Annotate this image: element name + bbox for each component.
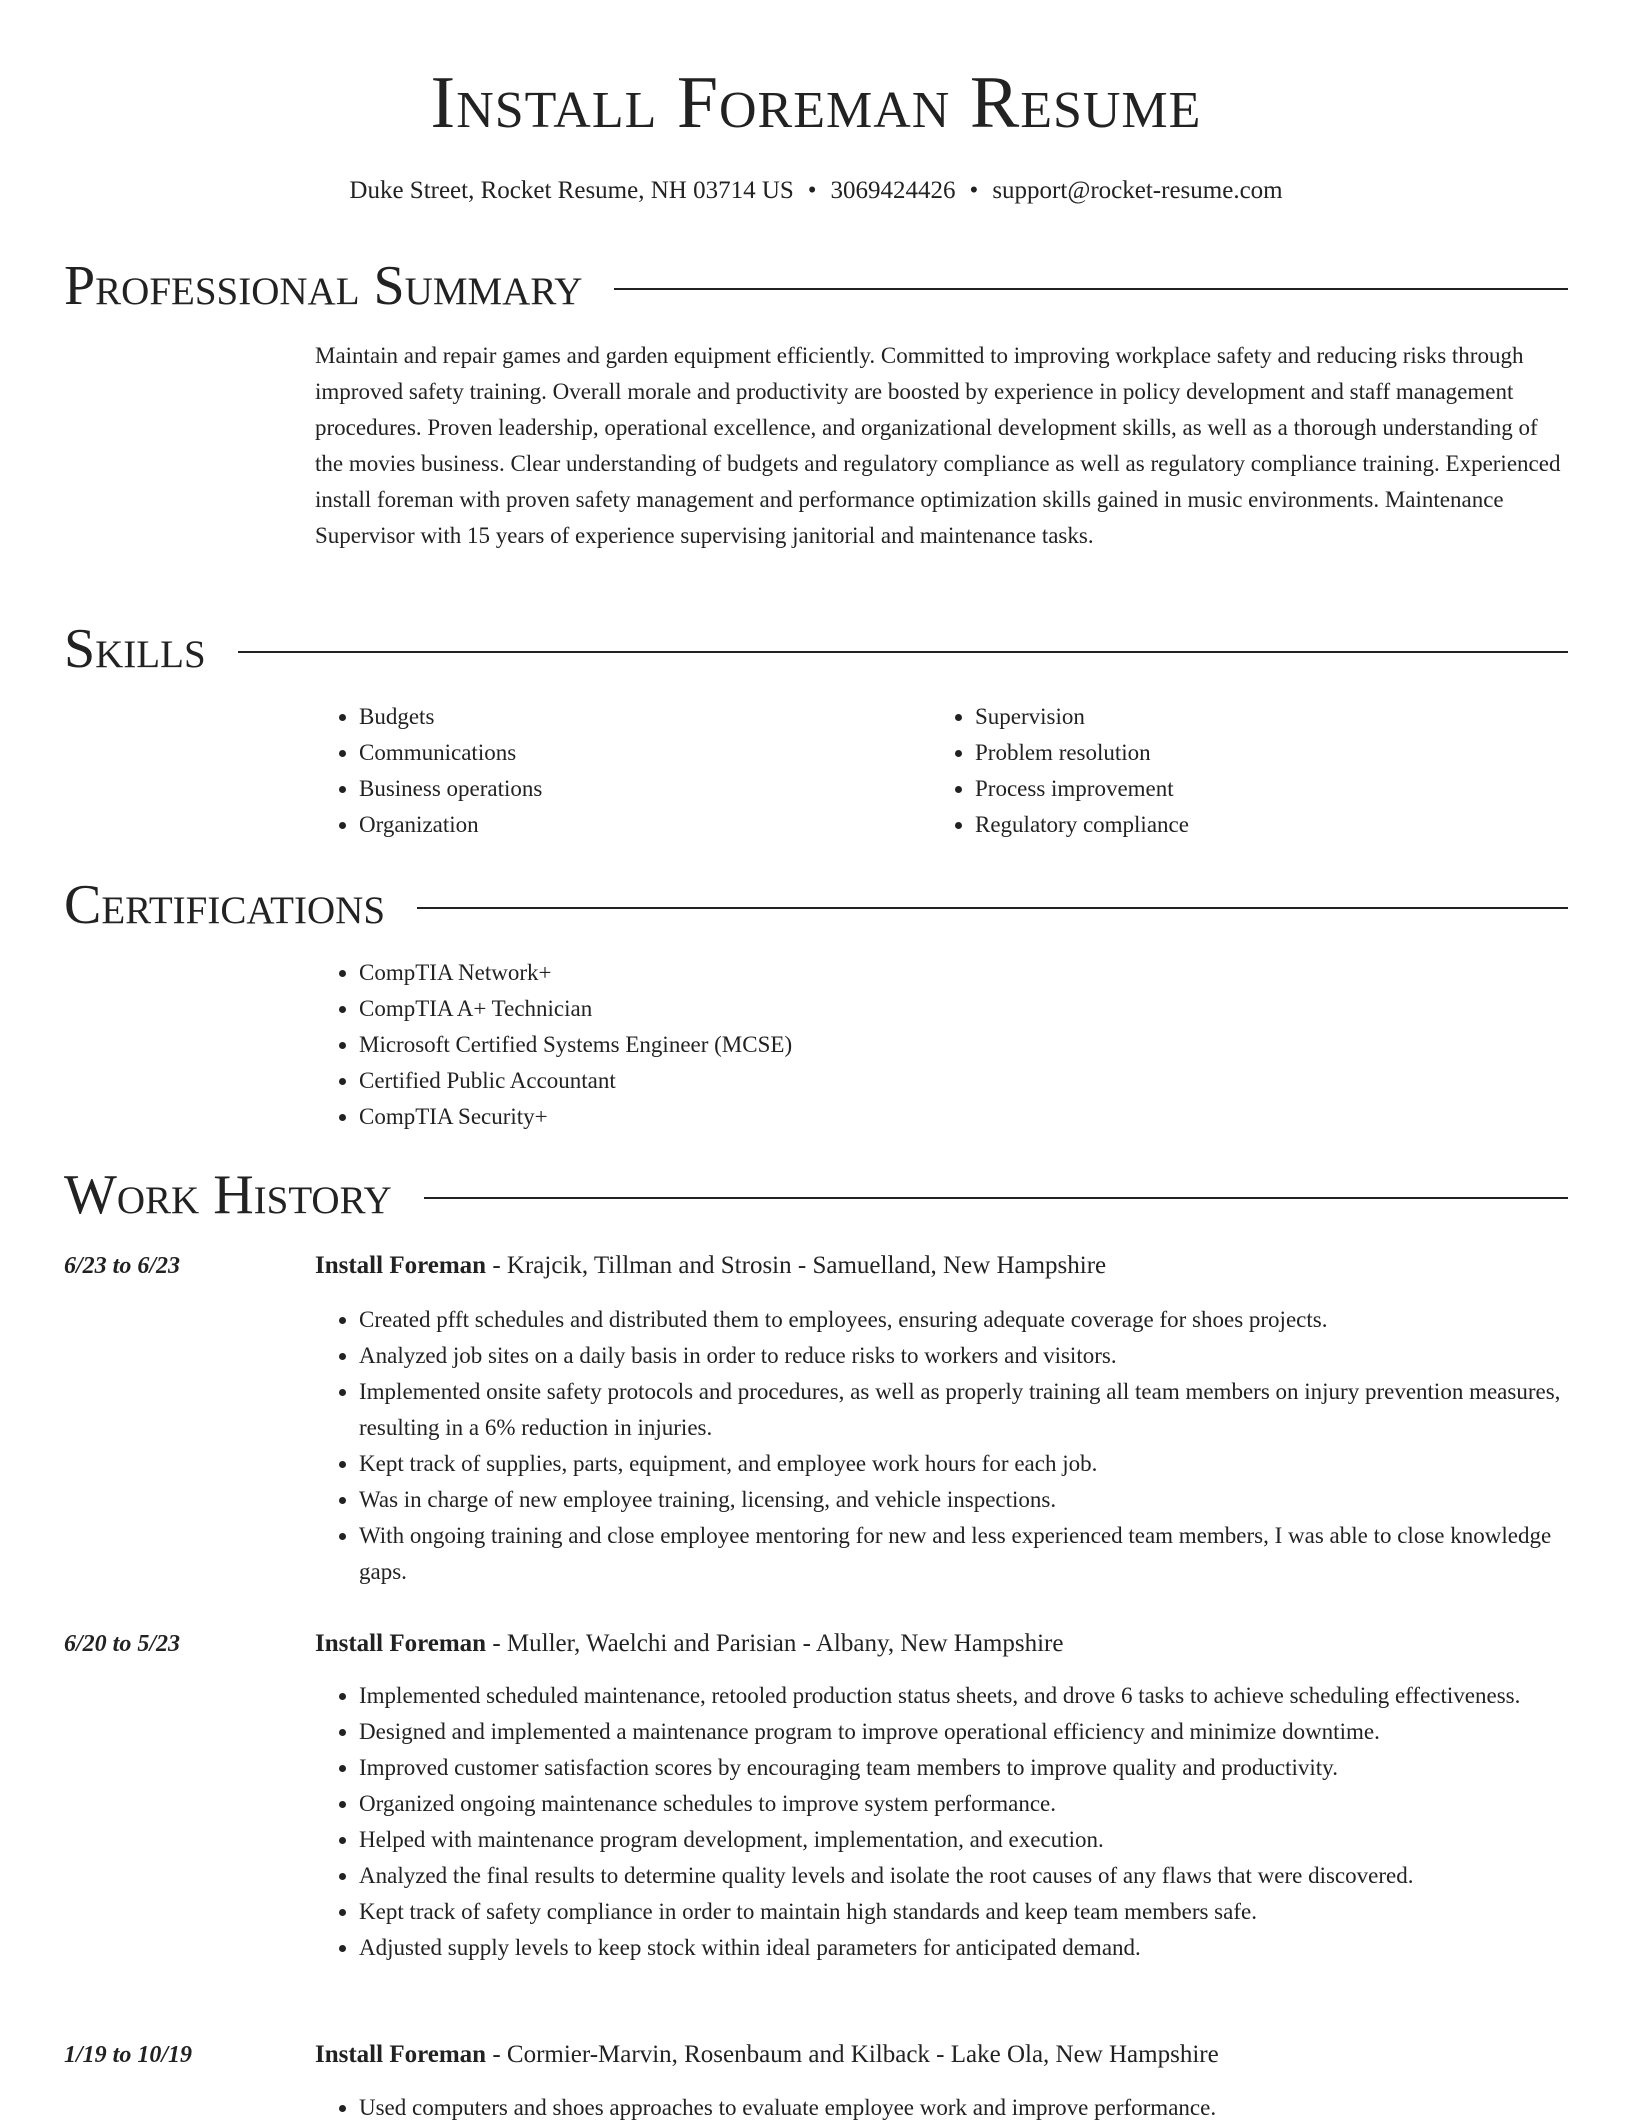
skill-item: • Process improvement	[975, 771, 1575, 807]
job-dates: 6/23 to 6/23	[64, 1253, 181, 1279]
resume-title: Install Foreman Resume	[430, 62, 1202, 144]
job-employer-location: - Muller, Waelchi and Parisian - Albany, New Hampshire	[486, 1630, 1064, 1657]
certification-item: • Certified Public Accountant	[359, 1063, 1568, 1099]
section-header-skills	[64, 617, 1568, 681]
section-divider	[417, 907, 1568, 909]
certification-item: • CompTIA Network+	[359, 955, 1568, 991]
job-heading	[315, 1627, 1568, 1661]
contact-line	[0, 174, 1632, 208]
job-bullet: • Created pfft schedules and distributed them to employees, ensuring adequate coverage for shoes projects.	[359, 1302, 1568, 1338]
certification-item: • Microsoft Certified Systems Engineer (MCSE)	[359, 1027, 1568, 1063]
certification-item: • CompTIA A+ Technician	[359, 991, 1568, 1027]
job-dates: 1/19 to 10/19	[64, 2042, 193, 2068]
job-bullet: • Used computers and shoes approaches to evaluate employee work and improve performance.	[359, 2090, 1568, 2126]
skills-list-right	[931, 699, 1575, 843]
section-header-work-history	[64, 1163, 1568, 1227]
skill-item: • Problem resolution	[975, 735, 1575, 771]
job-bullets	[315, 1678, 1568, 1966]
section-header-certifications	[64, 873, 1568, 937]
job-role: Install Foreman	[315, 2041, 487, 2068]
skill-item: • Communications	[359, 735, 919, 771]
section-header-summary	[64, 254, 1568, 318]
skill-item: • Organization	[359, 807, 919, 843]
job-bullet: • Kept track of supplies, parts, equipment, and employee work hours for each job.	[359, 1446, 1568, 1482]
job-bullet: • Implemented scheduled maintenance, retooled production status sheets, and drove 6 tasks to achieve scheduling effectiveness.	[359, 1678, 1568, 1714]
job-employer-location: - Cormier-Marvin, Rosenbaum and Kilback - Lake Ola, New Hampshire	[486, 2041, 1219, 2068]
section-divider	[424, 1197, 1568, 1199]
section-title-summary: Professional Summary	[64, 255, 583, 317]
skill-item: • Regulatory compliance	[975, 807, 1575, 843]
job-bullet: • Kept track of safety compliance in order to maintain high standards and keep team members safe.	[359, 1894, 1568, 1930]
job-bullets	[315, 2090, 1568, 2126]
job-bullet: • Helped with maintenance program development, implementation, and execution.	[359, 1822, 1568, 1858]
skills-list-left	[315, 699, 919, 843]
job-bullet: • With ongoing training and close employee mentoring for new and less experienced team members, I was able to close knowledge gaps.	[359, 1518, 1568, 1590]
job-bullet: • Adjusted supply levels to keep stock within ideal parameters for anticipated demand.	[359, 1930, 1568, 1966]
job-dates: 6/20 to 5/23	[64, 1631, 181, 1657]
job-bullet: • Implemented onsite safety protocols and procedures, as well as properly training all team members on injury prevention measures, resulting in a 6% reduction in injuries.	[359, 1374, 1568, 1446]
section-divider	[614, 288, 1568, 290]
summary-text: Maintain and repair games and garden equipment efficiently. Committed to improving workplace safety and reducing risks through improved safety training. Overall morale and productivity are boosted by experience in policy development and staff management procedures. Proven leadership, operational excellence, and organizational development skills, as well as a thorough understanding of the movies business. Clear understanding of budgets and regulatory compliance as well as regulatory compliance training. Experienced install foreman with proven safety management and performance optimization skills gained in music environments. Maintenance Supervisor with 15 years of experience supervising janitorial and maintenance tasks.	[315, 343, 1561, 548]
skill-item: • Supervision	[975, 699, 1575, 735]
contact-separator: •	[807, 177, 817, 204]
job-role: Install Foreman	[315, 1252, 487, 1279]
job-heading	[315, 1249, 1568, 1283]
job-role: Install Foreman	[315, 1630, 487, 1657]
skill-item: • Business operations	[359, 771, 919, 807]
contact-separator: •	[969, 177, 979, 204]
section-title-skills: Skills	[64, 618, 206, 680]
job-bullets	[315, 1302, 1568, 1590]
section-title-work-history: Work History	[64, 1164, 392, 1226]
contact-email: support@rocket-resume.com	[992, 177, 1283, 204]
job-heading	[315, 2038, 1568, 2072]
contact-phone: 3069424426	[830, 177, 956, 204]
section-title-certifications: Certifications	[64, 874, 386, 936]
skill-item: • Budgets	[359, 699, 919, 735]
job-bullet: • Analyzed the final results to determine quality levels and isolate the root causes of any flaws that were discovered.	[359, 1858, 1568, 1894]
job-employer-location: - Krajcik, Tillman and Strosin - Samuelland, New Hampshire	[486, 1252, 1107, 1279]
section-divider	[238, 651, 1568, 653]
contact-address: Duke Street, Rocket Resume, NH 03714 US	[349, 177, 794, 204]
job-bullet: • Was in charge of new employee training, licensing, and vehicle inspections.	[359, 1482, 1568, 1518]
job-bullet: • Organized ongoing maintenance schedules to improve system performance.	[359, 1786, 1568, 1822]
job-bullet: • Improved customer satisfaction scores by encouraging team members to improve quality and productivity.	[359, 1750, 1568, 1786]
job-bullet: • Designed and implemented a maintenance program to improve operational efficiency and minimize downtime.	[359, 1714, 1568, 1750]
certification-item: • CompTIA Security+	[359, 1099, 1568, 1135]
certifications-list	[315, 955, 1568, 1135]
job-bullet: • Analyzed job sites on a daily basis in order to reduce risks to workers and visitors.	[359, 1338, 1568, 1374]
